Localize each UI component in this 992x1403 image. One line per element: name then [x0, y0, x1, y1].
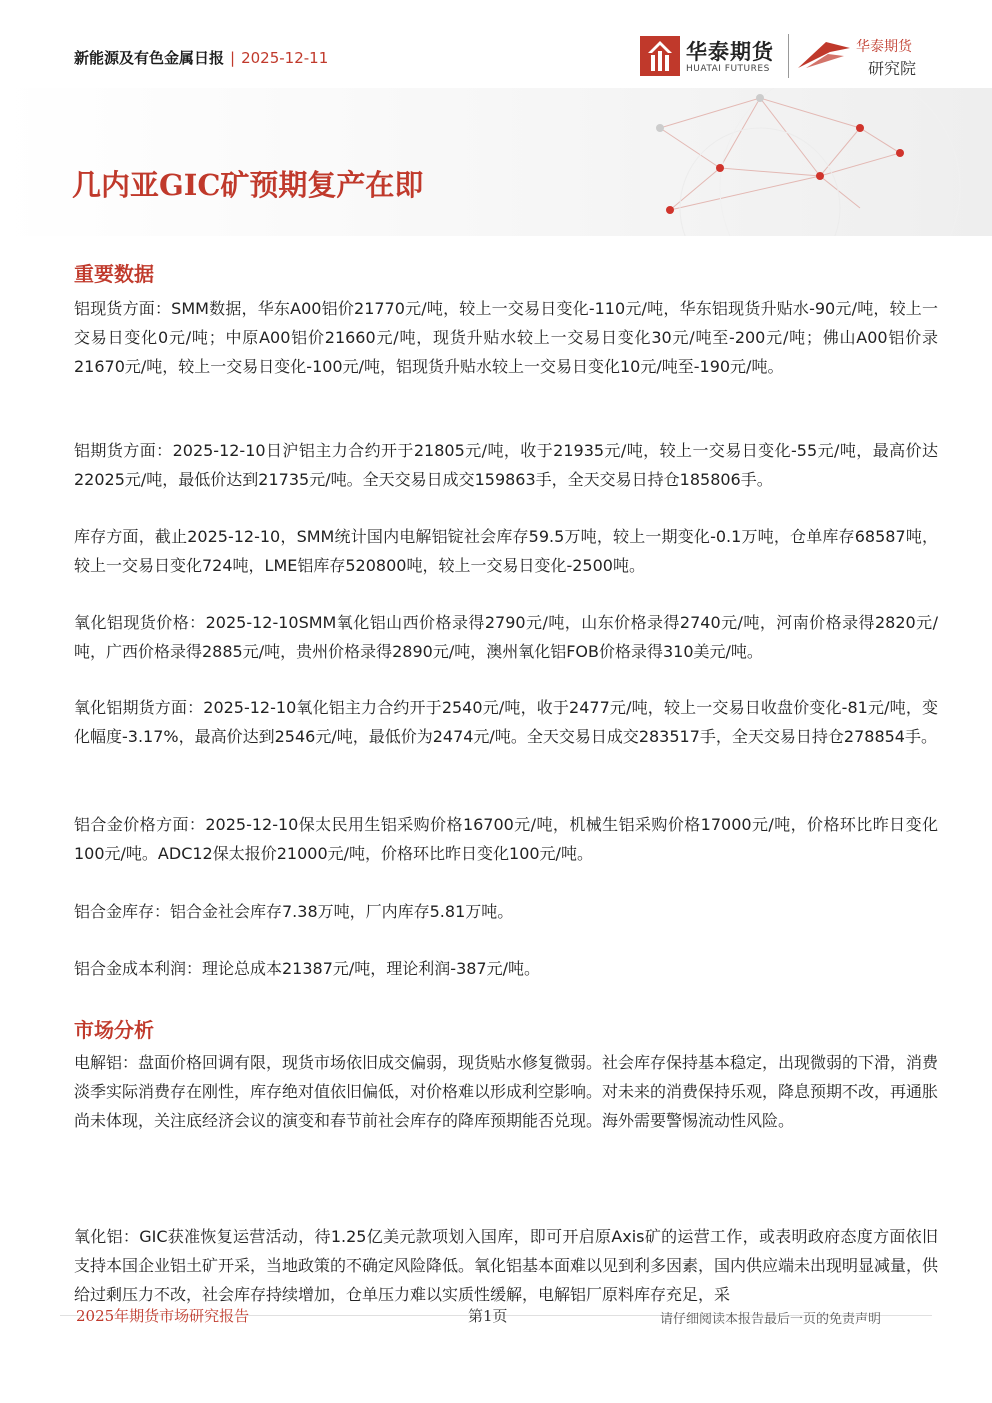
- paragraph-alumina-analysis: 氧化铝：GIC获准恢复运营活动，待1.25亿美元款项划入国库，即可开启原Axis矿的运营工作，或表明政府态度方面依旧支持本国企业铝土矿开采，当地政策的不确定风险降低。氧化铝基本面难以见到利多因素，国内供应端未出现明显减量，供给过剩压力不改，社会库存持续增加，仓单压力难以实质性缓解，电解铝厂原料库存充足，采: [74, 1227, 938, 1304]
- huatai-logo-icon: [640, 36, 680, 76]
- paragraph-alumina-spot: 氧化铝现货价格：2025-12-10SMM氧化铝山西价格录得2790元/吨，山东价格录得2740元/吨，河南价格录得2820元/吨，广西价格录得2885元/吨，贵州价格录得2890元/吨，澳州氧化铝FOB价格录得310美元/吨。: [74, 613, 938, 661]
- company-name-en: HUATAI FUTURES: [686, 64, 770, 74]
- header-separator: |: [230, 49, 236, 67]
- paragraph-aluminum-futures: 铝期货方面：2025-12-10日沪铝主力合约开于21805元/吨，收于21935元/吨，较上一交易日变化-55元/吨，最高价达22025元/吨，最低价达到21735元/吨。全天交易日成交159863手，全天交易日持仓185806手。: [74, 441, 938, 489]
- paragraph-alloy-inventory: 铝合金库存：铝合金社会库存7.38万吨，厂内库存5.81万吨。: [74, 902, 514, 921]
- paragraph-alumina-futures: 氧化铝期货方面：2025-12-10氧化铝主力合约开于2540元/吨，收于2477元/吨，较上一交易日收盘价变化-81元/吨，变化幅度-3.17%，最高价达到2546元/吨，最低价为2474元/吨。全天交易日成交283517手，全天交易日持仓278854手。: [74, 698, 938, 746]
- footer-report-title: 2025年期货市场研究报告: [76, 1307, 250, 1325]
- company-name-cn: 华泰期货: [686, 40, 774, 64]
- section-heading-key-data: 重要数据: [74, 262, 154, 286]
- paragraph-alloy-cost-profit: 铝合金成本利润：理论总成本21387元/吨，理论利润-387元/吨。: [74, 959, 540, 978]
- report-date: 2025-12-11: [241, 49, 329, 67]
- paragraph-inventory: 库存方面，截止2025-12-10，SMM统计国内电解铝锭社会库存59.5万吨，较上一期变化-0.1万吨，仓单库存68587吨，较上一交易日变化724吨，LME铝库存520800吨，较上一交易日变化-2500吨。: [74, 527, 938, 575]
- page-number: 第1页: [468, 1307, 508, 1325]
- paragraph-aluminum-spot: 铝现货方面：SMM数据，华东A00铝价21770元/吨，较上一交易日变化-110元/吨，华东铝现货升贴水-90元/吨，较上一交易日变化0元/吨；中原A00铝价21660元/吨，现货升贴水较上一交易日变化30元/吨至-200元/吨；佛山A00铝价录21670元/吨，较上一交易日变化-100元/吨，铝现货升贴水较上一交易日变化10元/吨至-190元/吨。: [74, 299, 938, 376]
- paragraph-alloy-price: 铝合金价格方面：2025-12-10保太民用生铝采购价格16700元/吨，机械生铝采购价格17000元/吨，价格环比昨日变化100元/吨。ADC12保太报价21000元/吨，价格环比昨日变化100元/吨。: [74, 815, 938, 863]
- report-name: 新能源及有色金属日报: [74, 49, 225, 67]
- institute-name-line2: 研究院: [868, 59, 917, 78]
- institute-logo-icon: [796, 38, 852, 72]
- company-logo: [640, 34, 930, 80]
- report-header: [74, 47, 328, 68]
- institute-name-line1: 华泰期货: [856, 39, 912, 55]
- logo-divider: [788, 34, 789, 78]
- banner-network-graphic: [0, 88, 992, 236]
- section-heading-market-analysis: 市场分析: [74, 1018, 154, 1042]
- page-title: 几内亚GIC矿预期复产在即: [72, 168, 424, 202]
- footer-disclaimer: 请仔细阅读本报告最后一页的免责声明: [660, 1312, 882, 1327]
- paragraph-electrolytic-aluminum: 电解铝：盘面价格回调有限，现货市场依旧成交偏弱，现货贴水修复微弱。社会库存保持基本稳定，出现微弱的下滑，消费淡季实际消费存在刚性，库存绝对值依旧偏低，对价格难以形成利空影响。对未来的消费保持乐观，降息预期不改，再通胀尚未体现，关注底经济会议的演变和春节前社会库存的降库预期能否兑现。海外需要警惕流动性风险。: [74, 1053, 939, 1130]
